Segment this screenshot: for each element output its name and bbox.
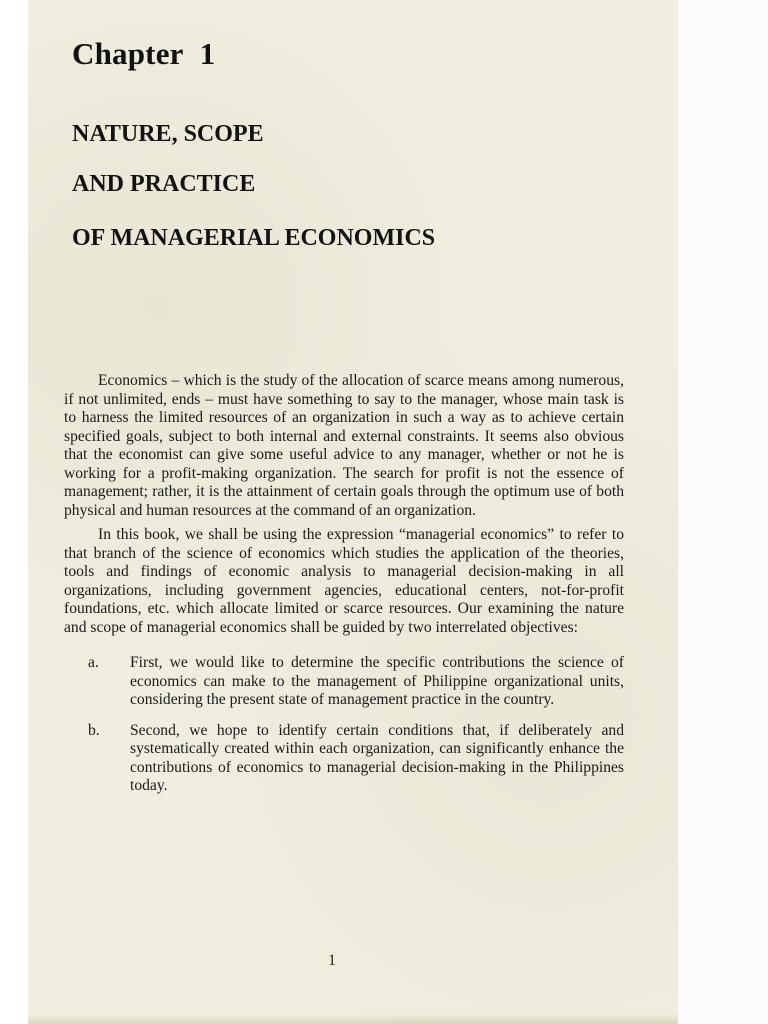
page-bottom-shading — [28, 1014, 678, 1024]
list-marker: a. — [88, 654, 99, 671]
objectives-list — [64, 654, 624, 796]
page-number: 1 — [328, 952, 336, 969]
list-marker: b. — [88, 721, 100, 739]
chapter-title-line-2: AND PRACTICE — [72, 171, 256, 197]
body-text — [64, 372, 624, 808]
chapter-title-line-3: OF MANAGERIAL ECONOMICS — [72, 225, 436, 251]
list-item-text: First, we would like to determine the specific contributions the science of economics can make to the management of Philippine organizational units, considering the present state of management practice in the country. — [130, 654, 624, 708]
page-margin-background — [678, 0, 768, 1024]
list-item-text: Second, we hope to identify certain conditions that, if deliberately and systematically created within each organization, can significantly enhance the contributions of economics to managerial decision-making in the Philippines today. — [130, 721, 624, 794]
chapter-heading — [72, 36, 215, 72]
list-item — [64, 722, 624, 796]
paragraph-economics: Economics – which is the study of the allocation of scarce means among numerous, if not unlimited, ends – must have something to say to the manager, whose main task is to harness the limited resources of an organization in such a way as to achieve certain specified goals, subject to both internal and external constraints. It seems also obvious that the economist can give some useful advice to any manager, whether or not he is working for a profit-making organization. The search for profit is not the essence of management; rather, it is the attainment of certain goals through the optimum use of both physical and human resources at the command of an organization. — [64, 372, 624, 519]
list-item — [64, 654, 624, 710]
chapter-number: 1 — [199, 36, 216, 71]
chapter-title-line-1: NATURE, SCOPE — [72, 121, 264, 147]
paragraph-managerial-economics: In this book, we shall be using the expression “managerial economics” to refer to that branch of the science of economics which studies the application of the theories, tools and findings of economic analysis to managerial decision-making in all organizations, including government agencies, educational centers, not-for-profit foundations, etc. which allocate limited or scarce resources. Our examining the nature and scope of managerial economics shall be guided by two interrelated objectives: — [64, 526, 624, 636]
chapter-label: Chapter — [72, 36, 184, 71]
